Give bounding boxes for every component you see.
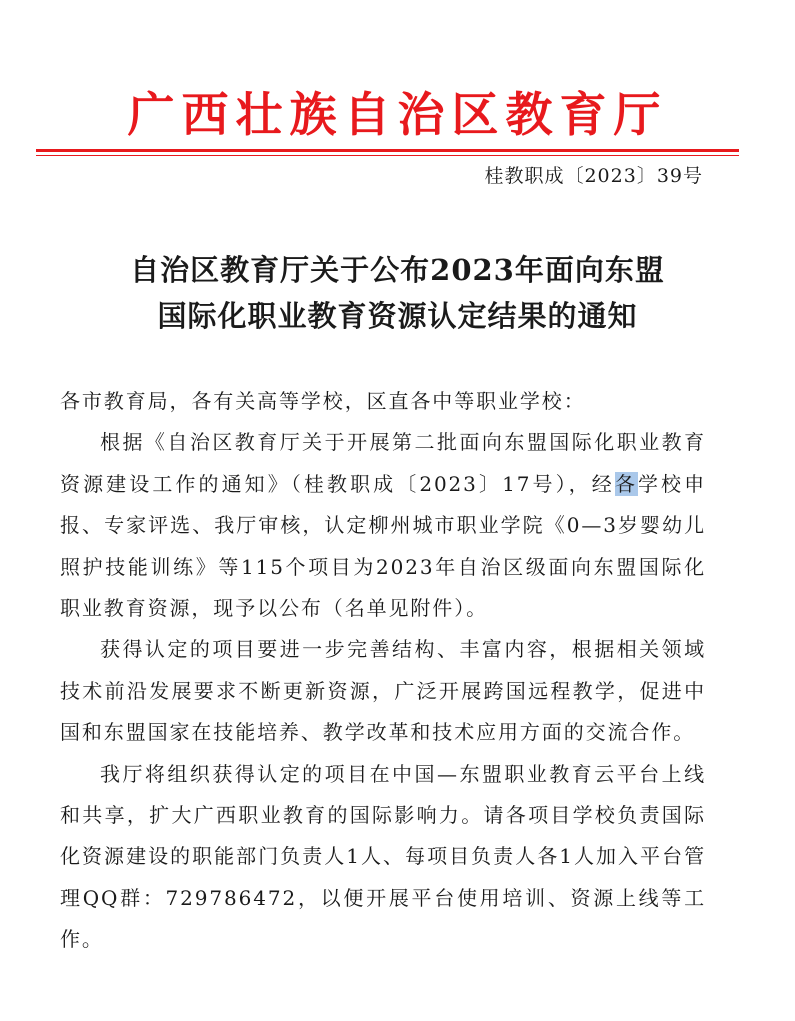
paragraph-3: 我厅将组织获得认定的项目在中国—东盟职业教育云平台上线和共享，扩大广西职业教育的国际影响力。请各项目学校负责国际化资源建设的职能部门负责人1人、每项目负责人各1人加入平台管理QQ群：729786472，以便开展平台使用培训、资源上线等工作。	[60, 761, 706, 952]
notice-body	[60, 381, 706, 961]
paragraph-2: 获得认定的项目要进一步完善结构、丰富内容，根据相关领域技术前沿发展要求不断更新资源，广泛开展跨国远程教学，促进中国和东盟国家在技能培养、教学改革和技术应用方面的交流合作。	[60, 637, 706, 745]
paragraph-1	[60, 422, 706, 629]
red-header-rule-thin	[36, 155, 739, 156]
paragraph-1-text-start: 根据《自治区教育厅关于开展第二批面向东盟国际化职业教育资源建设工作的通知》（桂教职成〔2023〕17号），经	[60, 430, 706, 496]
red-header-rule-thick	[36, 149, 739, 152]
document-number: 桂教职成〔2023〕39号	[484, 165, 703, 187]
notice-title	[0, 247, 795, 339]
issuing-authority-title: 广西壮族自治区教育厅	[127, 88, 668, 143]
salutation: 各市教育局，各有关高等学校，区直各中等职业学校：	[60, 389, 586, 413]
notice-title-line-1: 自治区教育厅关于公布2023年面向东盟	[130, 253, 665, 287]
paragraph-1-text-end: 学校申报、专家评选、我厅审核，认定柳州城市职业学院《0—3岁婴幼儿照护技能训练》等115个项目为2023年自治区级面向东盟国际化职业教育资源，现予以公布（名单见附件）。	[60, 471, 707, 621]
notice-title-line-2: 国际化职业教育资源认定结果的通知	[157, 299, 638, 333]
selected-text-highlight[interactable]: 各	[614, 471, 638, 496]
